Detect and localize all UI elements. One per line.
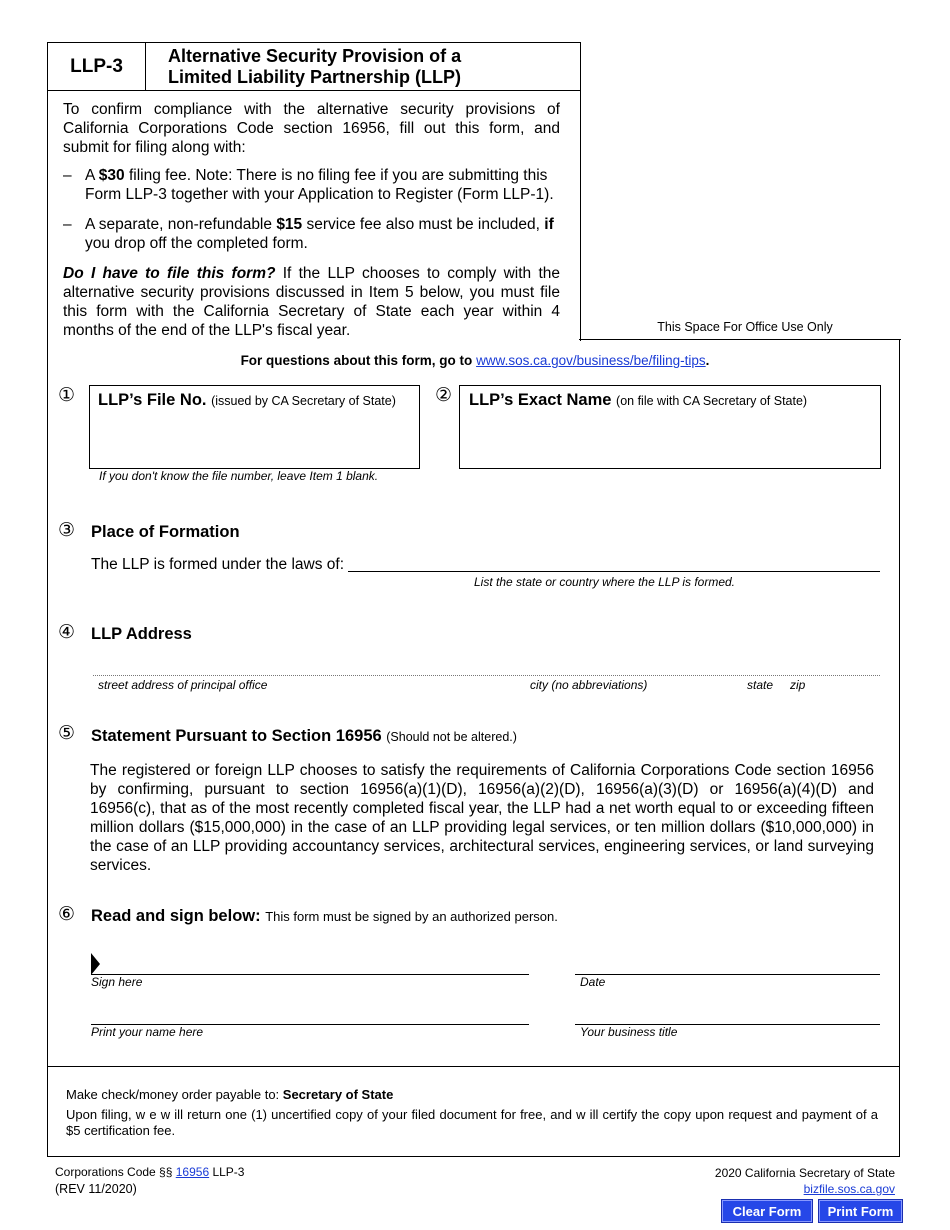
service-fee-amount: $15 [276,216,303,233]
item1-title: LLP’s File No. [98,391,207,409]
dash-marker: – [63,216,72,233]
formation-label: The LLP is formed under the laws of: [91,556,345,573]
clear-form-button[interactable]: Clear Form [722,1200,812,1222]
code-suffix: LLP-3 [209,1165,245,1179]
bullet-text: A [85,167,99,184]
service-fee-bullet [63,215,560,253]
date-input[interactable] [575,974,880,975]
item2-number: ② [435,385,453,406]
filing-question [63,264,560,340]
date-label: Date [580,975,606,989]
item6-subtitle: This form must be signed by an authorized person. [265,909,558,924]
item3-number: ③ [58,520,76,541]
address-input[interactable] [93,675,880,676]
form-code: LLP-3 [48,43,146,91]
code-reference [55,1165,244,1179]
business-title-label: Your business title [580,1025,678,1039]
item4-number: ④ [58,622,76,643]
statement-text: The registered or foreign LLP chooses to satisfy the requirements of California Corporations Code section 16956 by confirming, pursuant to section 16956(a)(1)(D), 16956(a)(2)(D), 16956(a)(3)(D) or 16956(a)(4)(D) and 16956(c), that as of the most recently completed fiscal year, the LLP had a net worth equal to or exceeding fifteen million dollars ($15,000,000) in the case of an LLP providing legal services, or ten million dollars ($10,000,000) in the case of an LLP providing accountancy services, architectural services, engineering services, or land surveying services. [90,762,874,874]
filing-tips-link[interactable]: www.sos.ca.gov/business/be/filing-tips [476,353,706,368]
payment-prefix: Make check/money order payable to: [66,1087,283,1102]
intro-paragraph: To confirm compliance with the alternative security provisions of California Corporations Code section 16956, fill out this form, and submit for filing along with: [63,101,560,156]
code-prefix: Corporations Code §§ [55,1165,176,1179]
signature-input[interactable] [91,974,529,975]
form-title-line1: Alternative Security Provision of a [168,46,462,66]
form-title-line2: Limited Liability Partnership (LLP) [168,67,462,87]
item4-title: LLP Address [91,625,192,643]
print-name-label: Print your name here [91,1025,204,1039]
item2-title: LLP’s Exact Name [469,391,612,409]
item5-subtitle: (Should not be altered.) [386,730,517,744]
state-label: state [747,678,774,692]
site-link-wrap [650,1182,895,1196]
item6-heading [91,907,558,926]
item2-subtitle: (on file with CA Secretary of State) [616,394,808,408]
bullet-text: you drop off the completed form. [85,235,308,252]
item5-heading [91,727,517,746]
street-label: street address of principal office [98,678,268,692]
payment-note: Upon filing, w e w ill return one (1) uncertified copy of your filed document for free, and w ill certify the copy upon request and payment of a $5 certification fee. [66,1107,878,1138]
item6-title: Read and sign below: [91,907,261,925]
bullet-text: filing fee. Note: There is no filing fee if you are submitting this Form LLP-3 together with your Application to Register (Form LLP-1). [85,167,554,203]
office-use-label: This Space For Office Use Only [657,320,833,334]
copyright-text: 2020 California Secretary of State [714,1166,895,1180]
sign-here-label: Sign here [91,975,143,989]
questions-prefix: For questions about this form, go to [240,353,477,368]
payment-line [66,1087,393,1102]
form-header [47,42,581,91]
fee-bullet [63,166,560,204]
payment-separator [47,1066,900,1067]
question-text: If the LLP chooses to comply with the alternative security provisions discussed in Item 5 below, you must file this form with the California Secretary of State each year within 4 months of the end of the LLP's fiscal year. [63,265,560,339]
dash-marker: – [63,167,72,184]
item3-title: Place of Formation [91,523,240,541]
bullet-emphasis: if [544,216,554,233]
item6-number: ⑥ [58,904,76,925]
item1-subtitle: (issued by CA Secretary of State) [211,394,396,408]
payee-name: Secretary of State [282,1087,394,1102]
bullet-text: service fee also must be included, [302,216,545,233]
bullet-text: A separate, non-refundable [85,216,277,233]
formation-input[interactable] [348,571,880,572]
revision-date: (REV 11/2020) [55,1182,137,1196]
city-label: city (no abbreviations) [530,678,648,692]
item3-note: List the state or country where the LLP is formed. [474,575,736,589]
questions-suffix: . [705,353,710,368]
item5-number: ⑤ [58,723,76,744]
code-section-link[interactable]: 16956 [175,1165,210,1179]
filing-fee-amount: $30 [98,167,125,184]
bizfile-link[interactable]: bizfile.sos.ca.gov [803,1182,895,1196]
item1-heading [98,391,396,410]
item2-heading [469,391,807,410]
item5-title: Statement Pursuant to Section 16956 [91,727,382,745]
zip-label: zip [790,678,806,692]
print-form-button[interactable]: Print Form [819,1200,902,1222]
question-heading: Do I have to file this form? [63,265,276,282]
intro-box [47,90,581,341]
item1-note: If you don't know the file number, leave Item 1 blank. [99,469,379,483]
form-title [168,46,461,88]
item1-number: ① [58,385,76,406]
questions-line [0,353,950,368]
signature-arrow-icon [91,953,101,975]
